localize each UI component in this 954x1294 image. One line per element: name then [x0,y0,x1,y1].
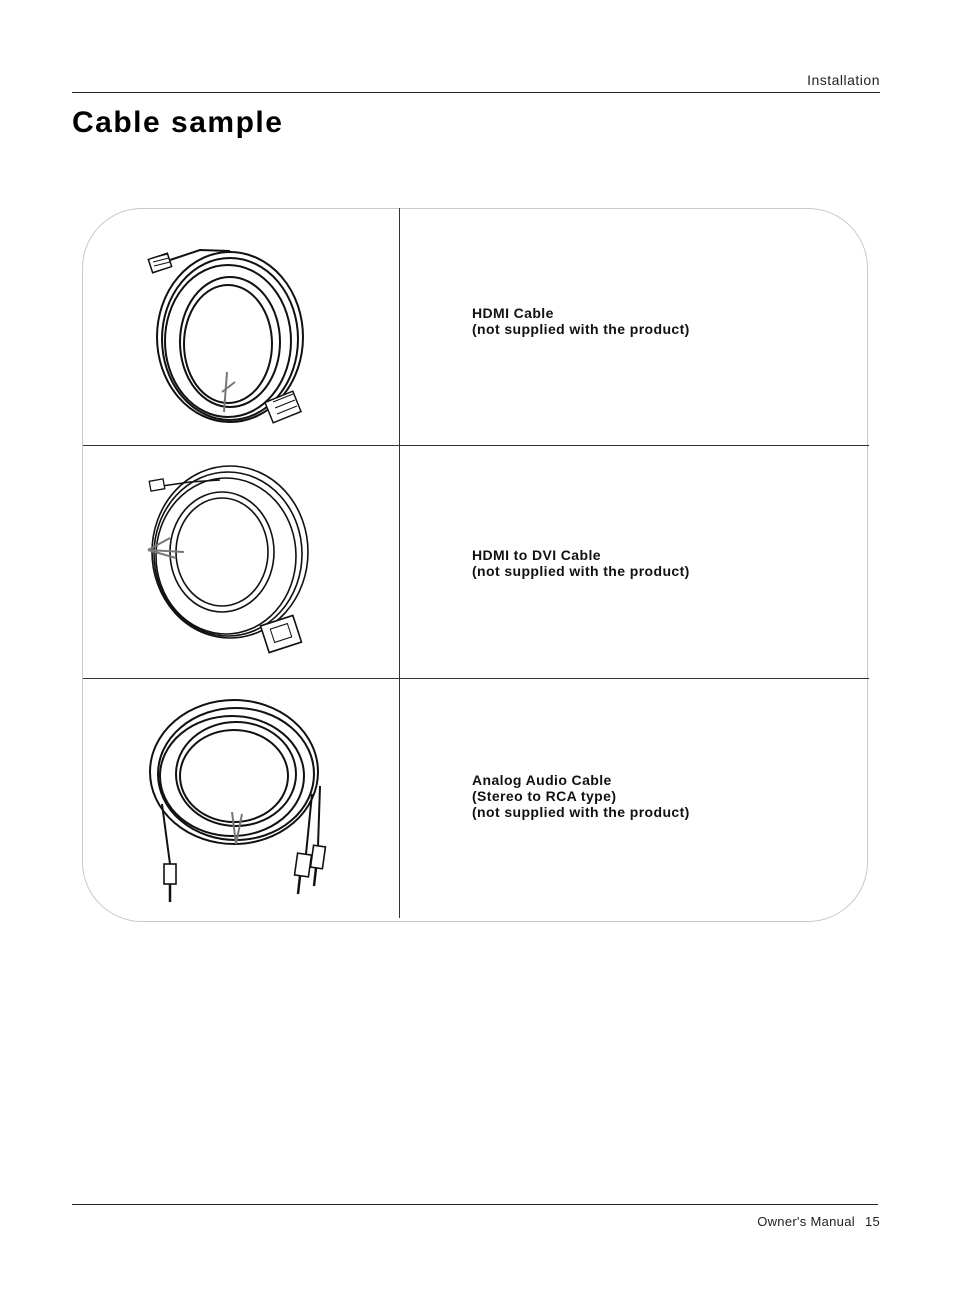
hdmi-to-dvi-cable-icon [140,460,320,660]
column-divider [399,208,400,918]
header-rule [72,92,880,93]
analog-audio-cable-icon [144,694,334,906]
hdmi-cable-icon [140,242,320,432]
footer-label: Owner's Manual [757,1214,855,1229]
cable-note: (not supplied with the product) [472,321,690,337]
cable-label [472,305,690,337]
cable-note: (not supplied with the product) [472,563,690,579]
page-number: 15 [864,1214,880,1229]
cable-name: Analog Audio Cable [472,772,612,788]
cable-label [472,547,690,579]
row-divider [83,678,869,679]
row-divider [83,445,869,446]
section-label: Installation [807,72,880,88]
page-title: Cable sample [72,106,284,139]
cable-label [472,772,690,820]
cable-name: HDMI Cable [472,305,554,321]
cable-name: HDMI to DVI Cable [472,547,601,563]
footer-rule [72,1204,878,1205]
cable-type: (Stereo to RCA type) [472,788,617,804]
footer [757,1214,880,1229]
cable-note: (not supplied with the product) [472,804,690,820]
